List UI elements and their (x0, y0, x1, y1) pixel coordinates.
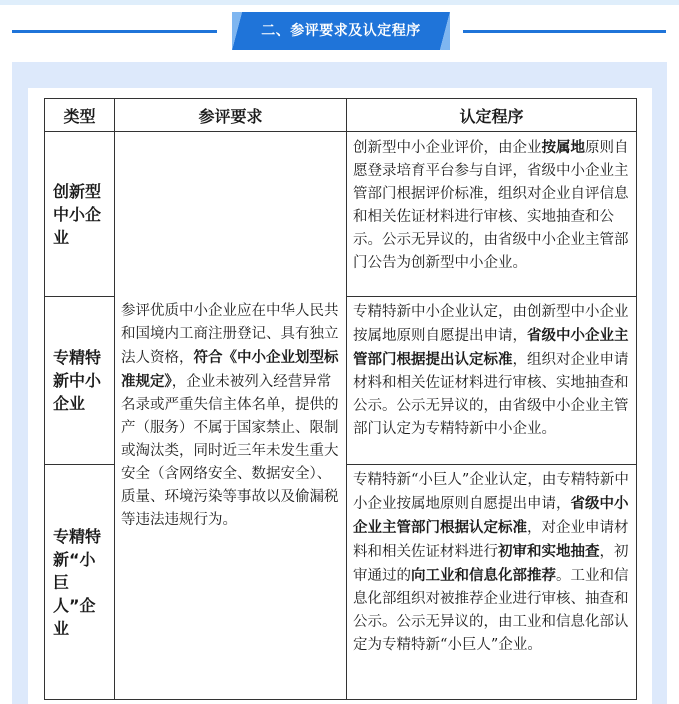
table-card (28, 88, 652, 704)
procedure-text-bold: 省级中小企业主管部门根据提出认定标准 (353, 327, 629, 368)
requirements-table (44, 98, 637, 700)
procedure-text: 专精特新中小企业认定，由创新型中小企业按属地原则自愿提出申请， (353, 304, 629, 344)
type-cell: 专精特新中小企业 (45, 297, 115, 465)
procedure-text-bold: 向工业和信息化部推荐 (411, 567, 556, 584)
procedure-text: ，初审通过的 (353, 544, 629, 584)
requirement-text-bold: 符合《中小企业划型标准规定》 (121, 348, 339, 390)
procedure-text-bold: 初审和实地抽查 (498, 543, 600, 560)
procedure-text-bold: 按属地 (541, 139, 585, 156)
procedure-text: 原则自愿登录培育平台参与自评，省级中小企业主管部门根据评价标准，组织对企业自评信息和相关佐证材料进行审核、实地抽查和公示。公示无异议的，由省级中小企业主管部门公告为创新型中小企业。 (353, 140, 629, 271)
procedure-text: ，对企业申请材料和相关佐证材料进行 (353, 520, 629, 560)
table-row (45, 132, 637, 297)
procedure-cell (347, 465, 637, 700)
section-title-badge (232, 12, 450, 50)
procedure-text: 创新型中小企业评价，由企业 (353, 140, 542, 156)
procedure-text: ，组织对企业申请材料和相关佐证材料进行审核、实地抽查和公示。公示无异议的，由省级中小企业主管部门认定为专精特新中小企业。 (353, 352, 629, 437)
requirements-cell (115, 132, 347, 700)
header-procedure: 认定程序 (347, 99, 637, 132)
requirement-text: ，企业未被列入经营异常名录或严重失信主体名单，提供的产（服务）不属于国家禁止、限制或淘汰类，同时近三年未发生重大安全（含网络安全、数据安全）、质量、环境污染等事故以及偷漏税等违法违规行为。 (121, 373, 339, 528)
procedure-text: 专精特新“小巨人”企业认定，由专精特新中小企业按属地原则自愿提出申请， (353, 472, 629, 512)
header-type: 类型 (45, 99, 115, 132)
table-header-row (45, 99, 637, 132)
type-cell: 创新型中小企业 (45, 132, 115, 297)
procedure-text-bold: 省级中小企业主管部门根据认定标准 (353, 495, 629, 536)
procedure-text: 。工业和信息化部组织对被推荐企业进行审核、抽查和公示。公示无异议的，由工业和信息化部认定为专精特新“小巨人”企业。 (353, 568, 629, 653)
top-strip (0, 0, 679, 5)
header-requirements: 参评要求 (115, 99, 347, 132)
type-cell: 专精特新“小巨人”企业 (45, 465, 115, 700)
procedure-cell (347, 297, 637, 465)
section-title: 二、参评要求及认定程序 (261, 23, 421, 39)
procedure-cell (347, 132, 637, 297)
requirement-text: 参评优质中小企业应在中华人民共和国境内工商注册登记、具有独立法人资格， (121, 302, 339, 366)
header-line-right (463, 30, 666, 33)
header-line-left (12, 30, 217, 33)
